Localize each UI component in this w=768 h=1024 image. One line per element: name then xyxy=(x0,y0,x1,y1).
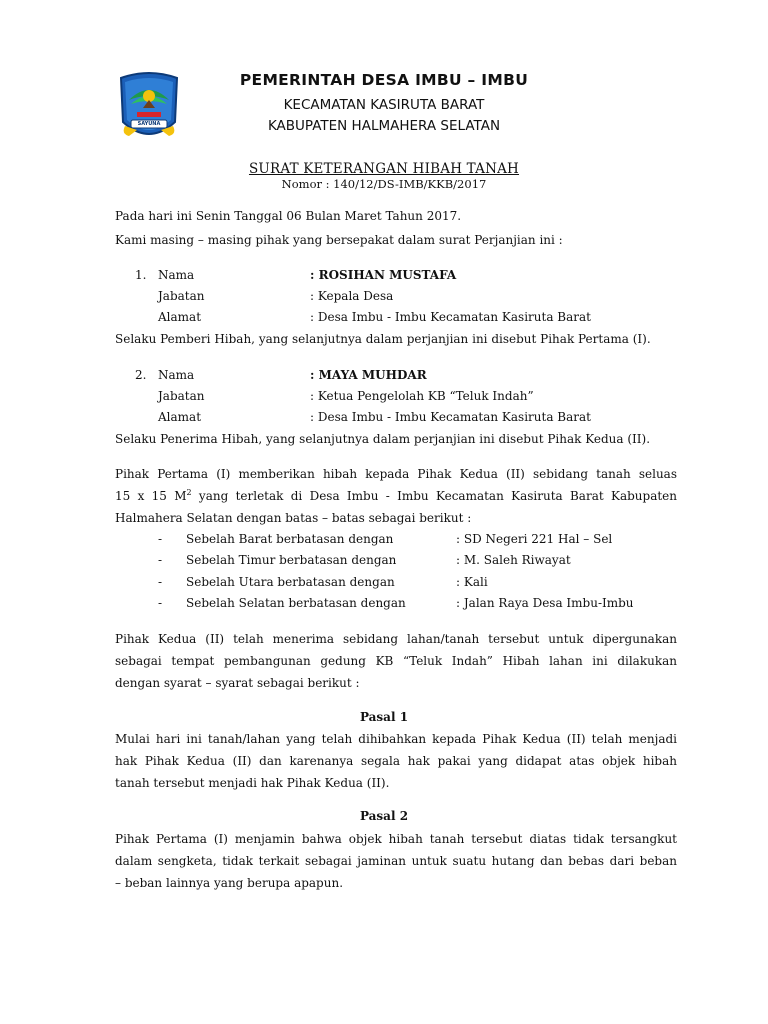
party-1-name-label: Nama xyxy=(158,268,195,282)
party-2-name-label: Nama xyxy=(158,368,195,382)
government-name: PEMERINTAH DESA IMBU – IMBU xyxy=(239,71,529,89)
party-1-role: Selaku Pemberi Hibah, yang selanjutnya dalam perjanjian ini disebut Pihak Pertama (I). xyxy=(115,332,651,346)
party-1-alamat-value: : Desa Imbu - Imbu Kecamatan Kasiruta Barat xyxy=(310,310,591,324)
party-2-number: 2. xyxy=(135,368,147,382)
party-2-alamat-value: : Desa Imbu - Imbu Kecamatan Kasiruta Barat xyxy=(310,410,591,424)
party-1-alamat-label: Alamat xyxy=(158,310,202,324)
border-north-label: Sebelah Utara berbatasan dengan xyxy=(186,575,395,589)
party-2-jabatan-label: Jabatan xyxy=(158,389,205,403)
border-east-value: : M. Saleh Riwayat xyxy=(456,553,571,567)
pasal-1-line-3: tanah tersebut menjadi hak Pihak Kedua (II). xyxy=(115,776,390,790)
party-2-name-value: : MAYA MUHDAR xyxy=(310,368,427,382)
document-number: Nomor : 140/12/DS-IMB/KKB/2017 xyxy=(281,177,487,191)
border-west-value: : SD Negeri 221 Hal – Sel xyxy=(456,532,613,546)
acceptance-line-2: sebagai tempat pembangunan gedung KB “Teluk Indah” Hibah lahan ini dilakukan xyxy=(115,654,677,668)
pasal-1-paragraph xyxy=(115,728,677,794)
grant-line-2: 15 x 15 $M^2$ yang terletak di Desa Imbu - Imbu Kecamatan Kasiruta Barat Kabupaten xyxy=(115,488,677,503)
party-1-jabatan-label: Jabatan xyxy=(158,289,205,303)
border-north-value: : Kali xyxy=(456,575,488,589)
party-2-alamat-label: Alamat xyxy=(158,410,202,424)
border-dash: - xyxy=(158,575,163,589)
border-east-label: Sebelah Timur berbatasan dengan xyxy=(186,553,397,567)
acceptance-line-3: dengan syarat – syarat sebagai berikut : xyxy=(115,676,360,690)
grant-line-1: Pihak Pertama (I) memberikan hibah kepada Pihak Kedua (II) sebidang tanah seluas xyxy=(115,467,677,481)
letterhead xyxy=(0,0,768,150)
party-2-jabatan-value: : Ketua Pengelolah KB “Teluk Indah” xyxy=(310,389,534,403)
pasal-2-line-3: – beban lainnya yang berupa apapun. xyxy=(115,876,344,890)
acceptance-line-1: Pihak Kedua (II) telah menerima sebidang lahan/tanah tersebut untuk dipergunakan xyxy=(115,632,677,646)
border-dash: - xyxy=(158,532,163,546)
party-1-number: 1. xyxy=(135,268,147,282)
district-name: KECAMATAN KASIRUTA BARAT xyxy=(283,97,485,113)
border-dash: - xyxy=(158,596,163,610)
grant-paragraph xyxy=(115,463,677,529)
party-2-role: Selaku Penerima Hibah, yang selanjutnya dalam perjanjian ini disebut Pihak Kedua (II). xyxy=(115,432,651,446)
border-dash: - xyxy=(158,553,163,567)
pasal-2-heading: Pasal 2 xyxy=(359,809,409,823)
document-title: SURAT KETERANGAN HIBAH TANAH xyxy=(248,161,520,177)
pasal-2-line-1: Pihak Pertama (I) menjamin bahwa objek hibah tanah tersebut diatas tidak tersangkut xyxy=(115,832,677,846)
border-south-value: : Jalan Raya Desa Imbu-Imbu xyxy=(456,596,634,610)
pasal-2-paragraph xyxy=(115,828,677,894)
logo-banner-text: SAYUNA xyxy=(137,121,161,127)
intro-parties-line: Kami masing – masing pihak yang bersepakat dalam surat Perjanjian ini : xyxy=(115,233,563,247)
acceptance-paragraph xyxy=(115,628,677,694)
border-south-label: Sebelah Selatan berbatasan dengan xyxy=(186,596,406,610)
pasal-1-line-2: hak Pihak Kedua (II) dan karenanya segala hak pakai yang didapat atas objek hibah xyxy=(115,754,677,768)
pasal-2-line-2: dalam sengketa, tidak terkait sebagai jaminan untuk suatu hutang dan bebas dari beban xyxy=(115,854,677,868)
area-superscript: 2 xyxy=(186,488,192,497)
border-west-label: Sebelah Barat berbatasan dengan xyxy=(186,532,394,546)
party-1-jabatan-value: : Kepala Desa xyxy=(310,289,394,303)
pasal-1-line-1: Mulai hari ini tanah/lahan yang telah dihibahkan kepada Pihak Kedua (II) telah menjadi xyxy=(115,732,677,746)
regency-name: KABUPATEN HALMAHERA SELATAN xyxy=(267,118,501,134)
pasal-1-heading: Pasal 1 xyxy=(359,710,409,724)
intro-date-line: Pada hari ini Senin Tanggal 06 Bulan Maret Tahun 2017. xyxy=(115,209,462,223)
grant-line-3: Halmahera Selatan dengan batas – batas sebagai berikut : xyxy=(115,511,472,525)
party-1-name-value: : ROSIHAN MUSTAFA xyxy=(310,268,457,282)
